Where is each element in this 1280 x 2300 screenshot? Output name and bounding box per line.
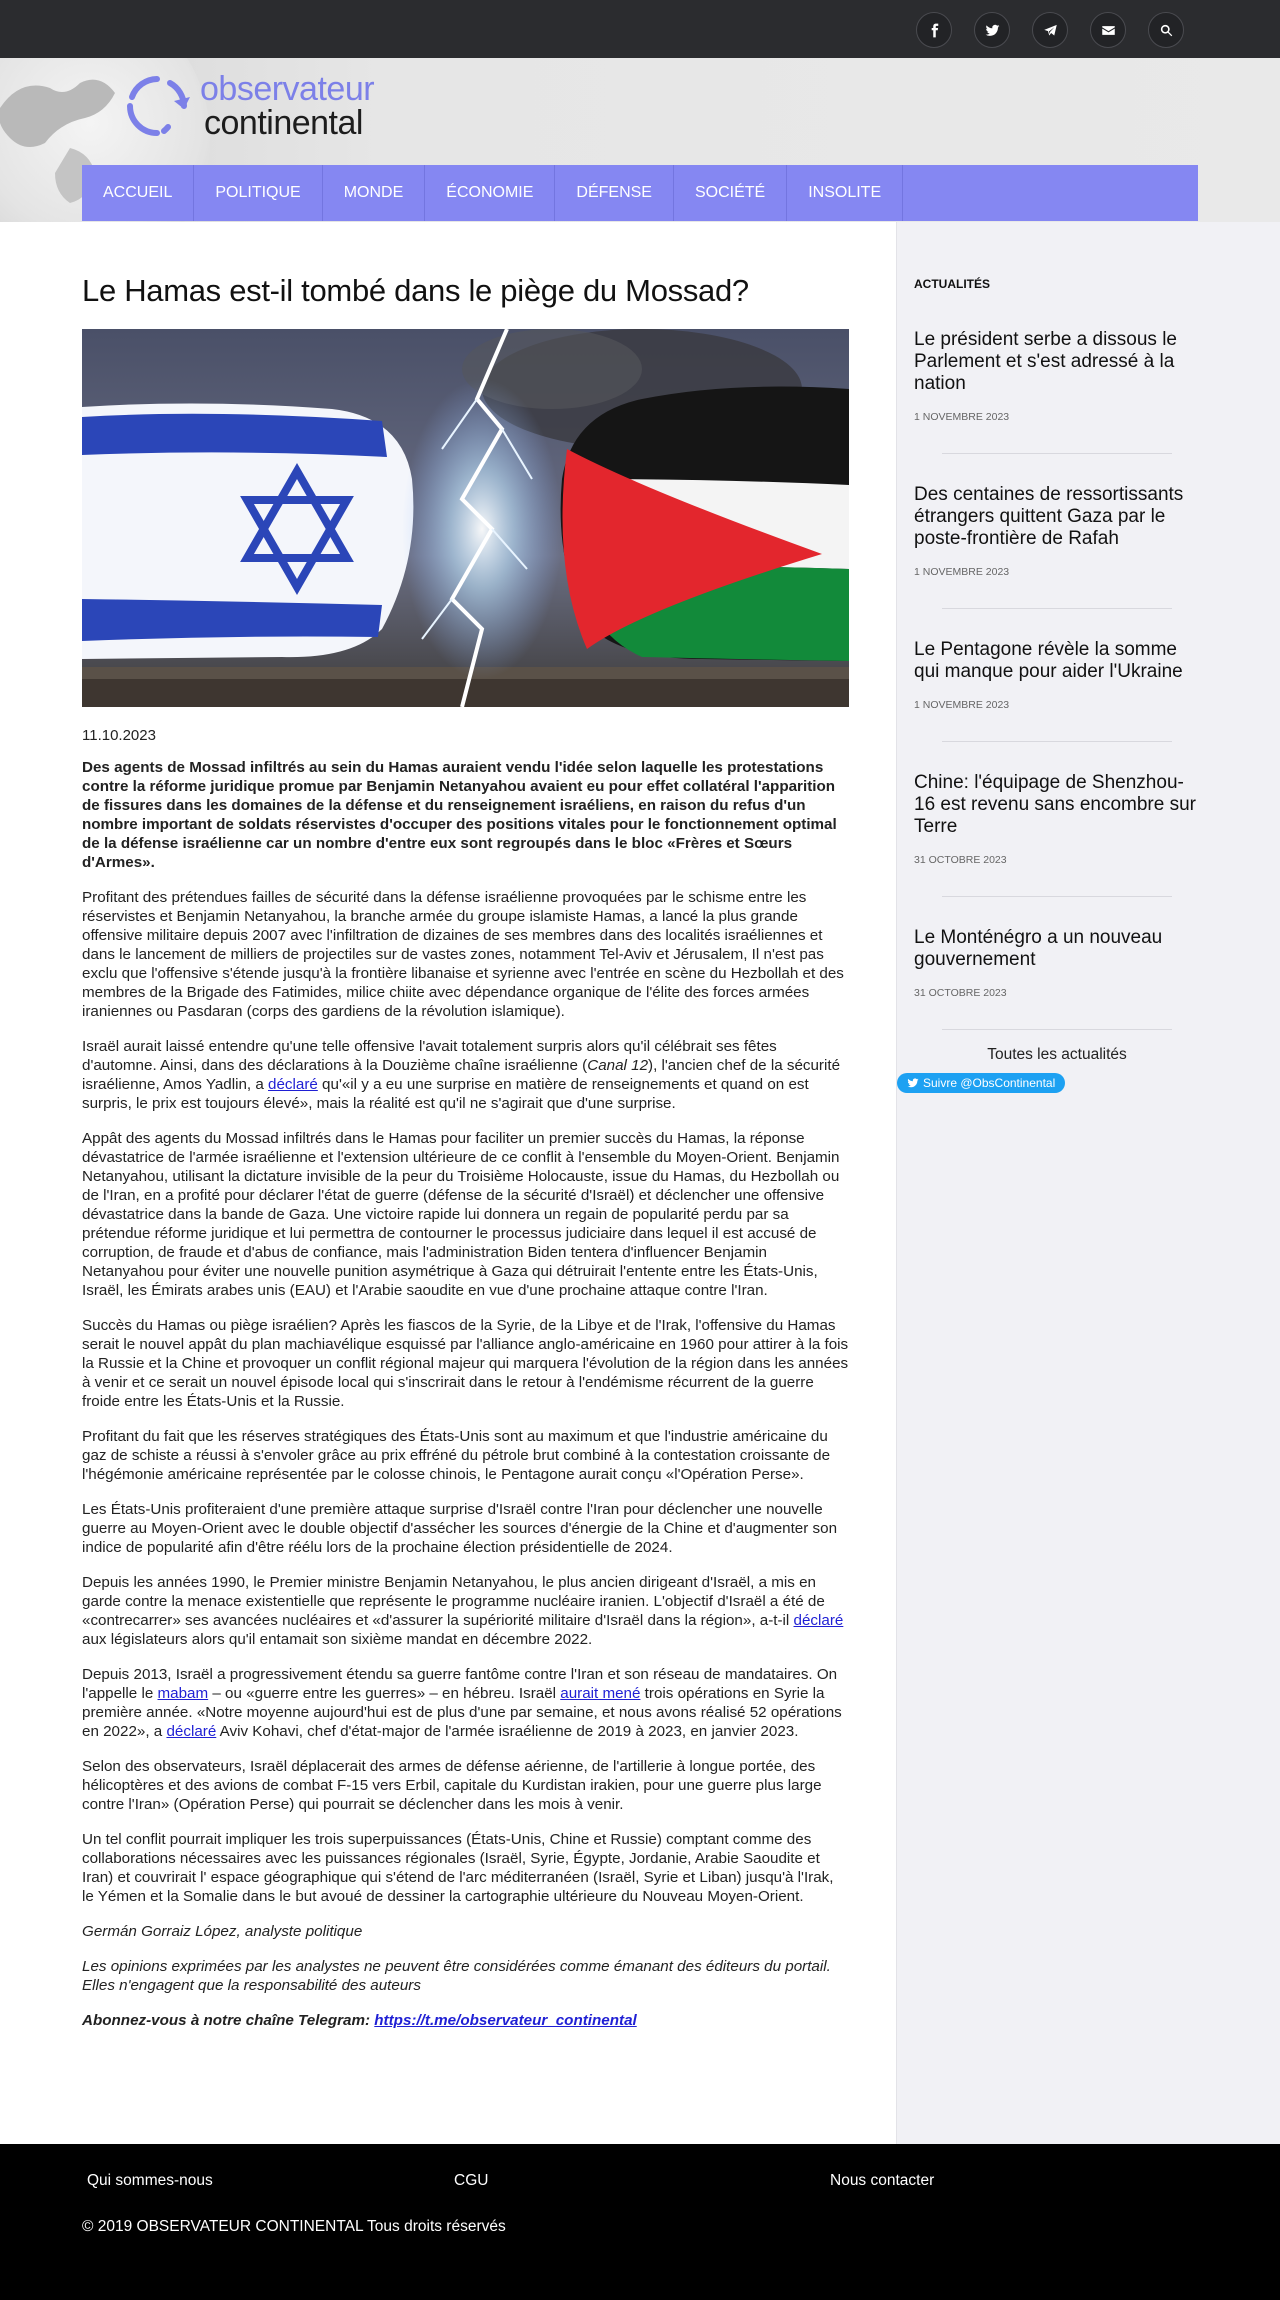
nav-economie[interactable]: ÉCONOMIE [425, 165, 555, 221]
news-item[interactable] [914, 742, 1196, 897]
news-date: 1 NOVEMBRE 2023 [914, 699, 1010, 711]
news-date: 1 NOVEMBRE 2023 [914, 566, 1010, 578]
news-item[interactable] [914, 329, 1177, 454]
news-date: 1 NOVEMBRE 2023 [914, 411, 1010, 423]
article [82, 272, 849, 2030]
nav-politique[interactable]: POLITIQUE [194, 165, 322, 221]
main-content [0, 222, 1280, 2144]
text-span: Depuis les années 1990, le Premier ministre Benjamin Netanyahou, le plus ancien dirigeant d'Israël, a mis en garde contre la menace existentielle que représente le programme nucléaire iranien. L'objectif d'Israël a été de «contrecarrer» ses avancées nucléaires et «d'assurer la supériorité militaire d'Israël dans la région», a-t-il [82, 1574, 825, 1630]
mail-icon[interactable] [1090, 12, 1126, 48]
article-paragraph: Selon des observateurs, Israël déplacerait des armes de défense aérienne, de l'artillerie à longue portée, des hélicoptères et des avions de combat F-15 vers Erbil, capitale du Kurdistan irakien, pour une guerre plus large contre l'Iran» (Opération Perse) qui pourrait se déclencher dans les mois à venir. [82, 1758, 822, 1814]
declare-link[interactable]: déclaré [268, 1076, 318, 1094]
nav-societe[interactable]: SOCIÉTÉ [674, 165, 787, 221]
article-paragraph: Profitant du fait que les réserves stratégiques des États-Unis sont au maximum et que l'industrie américaine du gaz de schiste a réussi à s'envoler grâce au prix effréné du pétrole brut combiné à la contestation croissante de l'hégémonie américaine représentée par le colosse chinois, le Pentagone aurait conçu «l'Opération Perse». [82, 1428, 831, 1484]
news-item[interactable] [914, 454, 1184, 609]
top-bar [0, 0, 1280, 58]
twitter-bird-icon [907, 1077, 919, 1089]
aurait-mene-link[interactable]: aurait mené [560, 1685, 641, 1703]
article-paragraph [82, 1037, 849, 1113]
declare-link[interactable]: déclaré [793, 1612, 844, 1630]
footer-contact-link[interactable]: Nous contacter [830, 2172, 935, 2189]
telegram-icon[interactable] [1032, 12, 1068, 48]
social-links [916, 12, 1184, 48]
sidebar-section-title: ACTUALITÉS [914, 277, 990, 291]
nav-monde[interactable]: MONDE [323, 165, 426, 221]
text-span: Aviv Kohavi, chef d'état-major de l'armée israélienne de 2019 à 2023, en janvier 2023. [216, 1723, 799, 1741]
twitter-icon[interactable] [974, 12, 1010, 48]
news-date: 31 OCTOBRE 2023 [914, 854, 1007, 866]
text-span: aux législateurs alors qu'il entamait son sixième mandat en décembre 2022. [82, 1631, 593, 1649]
text-span: Canal 12 [587, 1057, 649, 1075]
mabam-link[interactable]: mabam [157, 1685, 209, 1703]
main-nav [82, 165, 1198, 221]
logo-line-1: observateur [200, 70, 375, 108]
news-title[interactable]: Le président serbe a dissous le Parlement et s'est adressé à la nation [914, 329, 1177, 394]
site-footer [0, 2144, 1280, 2300]
news-title[interactable]: Des centaines de ressortissants étrangers quittent Gaza par le poste-frontière de Rafah [914, 484, 1184, 549]
news-title[interactable]: Le Pentagone révèle la somme qui manque pour aider l'Ukraine [914, 639, 1183, 682]
article-paragraph: Un tel conflit pourrait impliquer les trois superpuissances (États-Unis, Chine et Russie) comptant comme des collaborations nécessaires avec les puissances régionales (Israël, Syrie, Égypte, Jordanie, Arabie Saoudite et Iran) et couvrirait l' espace géographique qui s'étend de l'arc méditerranéen (Israël, Syrie et Liban) jusqu'à l'Irak, le Yémen et la Somalie dans le but avoué de dessiner la cartographie ultérieure du Nouveau Moyen-Orient. [82, 1831, 834, 1906]
logo-arrows-icon [124, 73, 190, 139]
article-lead: Des agents de Mossad infiltrés au sein du Hamas auraient vendu l'idée selon laquelle les protestations contre la réforme juridique promue par Benjamin Netanyahou avaient eu pour effet collatéral l'apparition de fissures dans les domaines de la défense et du renseignement israéliens, en raison du refus d'un nombre important de soldats réservistes d'occuper des positions vitales pour le fonctionnement optimal de la défense israélienne car un nombre d'entre eux sont regroupés dans le bloc «Frères et Sœurs d'Armes». [82, 759, 837, 872]
text-span: trois opérations en Syrie la première année. «Notre moyenne aujourd'hui est de plus d'une par semaine, et nous avons réalisé 52 opérations en 2022», a [82, 1685, 842, 1741]
telegram-link[interactable]: https://t.me/observateur_continental [374, 2012, 637, 2030]
follow-label: Suivre @ObsContinental [923, 1076, 1056, 1090]
footer-copyright: © 2019 OBSERVATEUR CONTINENTAL Tous droits réservés [82, 2218, 506, 2235]
article-disclaimer: Les opinions exprimées par les analystes ne peuvent être considérées comme émanant des éditeurs du portail. Elles n'engagent que la responsabilité des auteurs [82, 1958, 831, 1995]
article-paragraph [82, 1573, 849, 1649]
article-paragraph: Appât des agents du Mossad infiltrés dans le Hamas pour faciliter un premier succès du Hamas, la réponse dévastatrice de l'armée israélienne et l'extension ultérieure de ce conflit à l'ensemble du Moyen-Orient. Benjamin Netanyahou, utilisant la dictature invisible de la peur du Troisième Holocauste, issue du Hamas, du Hezbollah ou de l'Iran, en a profité pour déclarer l'état de guerre (défense de la sécurité d'Israël) et déclencher une offensive dévastatrice dans la bande de Gaza. Une victoire rapide lui donnera un regain de popularité perdu par sa prétendue réforme juridique et lui permettra de contourner le processus judiciaire dans lequel il est accusé de corruption, de fraude et d'abus de confiance, mais l'administration Biden tentera d'influencer Benjamin Netanyahou pour éviter une nouvelle punition asymétrique à Gaza qui détruirait l'entente entre les États-Unis, Israël, les Émirats arabes unis (EAU) et l'Arabie saoudite en vue d'une prochaine attaque contre l'Iran. [82, 1130, 840, 1300]
text-span: qu'«il y a eu une surprise en matière de renseignements et quand on est surpris, le prix est toujours élevé», mais la réalité est qu'il ne s'agirait que d'une surprise. [82, 1076, 809, 1113]
article-paragraph: Les États-Unis profiteraient d'une première attaque surprise d'Israël contre l'Iran pour déclencher une nouvelle guerre au Moyen-Orient avec le double objectif d'assécher les sources d'énergie de la Chine et d'augmenter son indice de popularité afin d'être réélu lors de la prochaine élection présidentielle de 2024. [82, 1501, 838, 1557]
telegram-cta [82, 2011, 849, 2030]
news-date: 31 OCTOBRE 2023 [914, 987, 1007, 999]
nav-insolite[interactable]: INSOLITE [787, 165, 903, 221]
declare-link[interactable]: déclaré [166, 1723, 217, 1741]
article-date: 11.10.2023 [82, 727, 156, 745]
text-span: Israël aurait laissé entendre qu'une telle offensive l'avait totalement surpris alors qu'il célébrait ses fêtes d'automne. Ainsi, dans des déclarations à la Douzième chaîne israélienne ( [82, 1038, 777, 1075]
news-title[interactable]: Chine: l'équipage de Shenzhou-16 est revenu sans encombre sur Terre [914, 772, 1196, 837]
site-header [0, 58, 1280, 222]
article-paragraph [82, 1665, 849, 1741]
twitter-follow-button[interactable] [897, 1073, 1065, 1093]
all-news-link[interactable]: Toutes les actualités [987, 1046, 1127, 1063]
article-title: Le Hamas est-il tombé dans le piège du Mossad? [82, 273, 749, 308]
text-span: ), l'ancien chef de la sécurité israélienne, Amos Yadlin, a [82, 1057, 841, 1094]
nav-defense[interactable]: DÉFENSE [555, 165, 674, 221]
telegram-text: Abonnez-vous à notre chaîne Telegram: [82, 2012, 375, 2030]
nav-accueil[interactable]: ACCUEIL [82, 165, 194, 221]
news-title[interactable]: Le Monténégro a un nouveau gouvernement [914, 927, 1163, 970]
footer-about-link[interactable]: Qui sommes-nous [87, 2172, 213, 2189]
news-item[interactable] [914, 609, 1183, 742]
facebook-icon[interactable] [916, 12, 952, 48]
text-span: – ou «guerre entre les guerres» – en hébreu. Israël [208, 1685, 561, 1703]
site-logo[interactable] [124, 72, 374, 140]
article-paragraph: Succès du Hamas ou piège israélien? Après les fiascos de la Syrie, de la Libye et de l'Irak, l'offensive du Hamas serait le nouvel appât du plan machiavélique esquissé par l'alliance anglo-américaine en 1960 pour attirer à la fois la Russie et la Chine et provoquer un conflit régional majeur qui marquera l'évolution de la région dans les années à venir et ce serait un nouvel épisode local qui s'inscrirait dans le retour à l'endémisme récurrent de la guerre froide entre les États-Unis et la Russie. [82, 1317, 849, 1411]
text-span: Depuis 2013, Israël a progressivement étendu sa guerre fantôme contre l'Iran et son réseau de mandataires. On l'appelle le [82, 1666, 838, 1703]
article-hero-image [82, 329, 849, 707]
logo-line-2: continental [204, 104, 363, 142]
article-paragraph: Profitant des prétendues failles de sécurité dans la défense israélienne provoquées par le schisme entre les réservistes et Benjamin Netanyahou, la branche armée du groupe islamiste Hamas, a lancé la plus grande offensive militaire depuis 2007 avec l'infiltration de dizaines de ses membres dans des localités israéliennes et dans le lancement de milliers de projectiles sur de vastes zones, notamment Tel-Aviv et Jérusalem, Il n'est pas exclu que l'offensive s'étende jusqu'à la frontière libanaise et syrienne avec l'entrée en scène du Hezbollah et des membres de la Brigade des Fatimides, milice chiite avec dépendance organique de l'élite des forces armées iraniennes ou Pasdaran (corps des gardiens de la révolution islamique). [82, 889, 844, 1021]
news-item[interactable] [914, 897, 1172, 1030]
search-icon[interactable] [1148, 12, 1184, 48]
sidebar [914, 277, 1200, 1064]
article-author: Germán Gorraiz López, analyste politique [82, 1923, 363, 1941]
footer-cgu-link[interactable]: CGU [454, 2172, 489, 2189]
